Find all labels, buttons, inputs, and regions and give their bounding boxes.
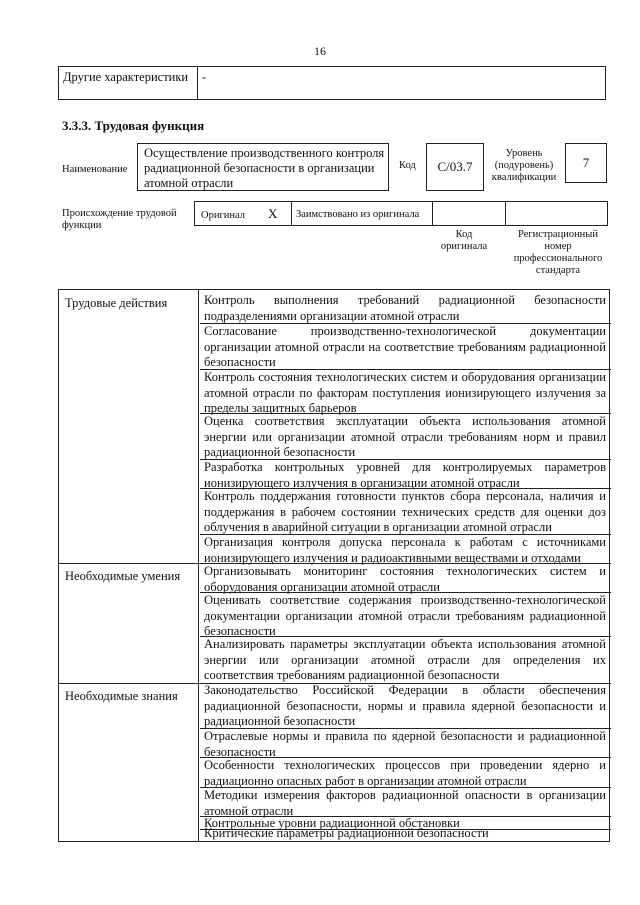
knowledge-item: Законодательство Российской Федерации в области обеспечения радиационной безопасности, нормы и правила ядерной безопасности и радиационной безопасности: [204, 683, 606, 728]
knowledge-item: Критические параметры радиационной безопасности: [204, 826, 489, 840]
page-number: 16: [314, 44, 326, 58]
section-title: 3.3.3. Трудовая функция: [62, 118, 205, 133]
qualification-level-label: Уровень (подуровень) квалификации: [491, 148, 557, 183]
labor-action-item: Контроль состояния технологических систем и оборудования организации атомной отрасли по факторам поступления ионизирующего излучения за пределы защитных барьеров: [204, 370, 606, 415]
other-characteristics-row: [58, 66, 606, 100]
skill-item: Организовывать мониторинг состояния технологических систем и оборудования организации атомной отрасли: [204, 564, 606, 594]
labor-action-item: Оценка соответствия эксплуатации объекта использования атомной энергии или организации атомной отрасли требованиям норм и правил радиационной безопасности: [204, 414, 606, 459]
knowledge-item: Методики измерения факторов радиационной опасности в организации атомной отрасли: [204, 788, 606, 818]
other-characteristics-value: -: [202, 70, 207, 84]
original-mark: X: [268, 206, 278, 221]
labor-action-item: Контроль поддержания готовности пунктов сбора персонала, наличия и поддержания в рабочем состоянии технических средств для оценки доз облучения в аварийной ситуации в организации атомной отрасли: [204, 489, 606, 534]
labor-function-table: [58, 289, 610, 842]
other-characteristics-label: Другие характеристики: [59, 67, 198, 99]
labor-action-item: Согласование производственно-технологической документации организации атомной отрасли на соответствие требованиям радиационной безопасности: [204, 324, 606, 369]
qualification-level-value: 7: [565, 143, 607, 183]
labor-action-item: Разработка контрольных уровней для контролируемых параметров ионизирующего излучения в организации атомной отрасли: [204, 460, 606, 490]
function-code: C/03.7: [426, 143, 484, 191]
labor-actions-title: Трудовые действия: [65, 296, 168, 310]
required-skills-title: Необходимые умения: [65, 569, 181, 583]
knowledge-item: Отраслевые нормы и правила по ядерной безопасности и радиационной безопасности: [204, 729, 606, 759]
skill-item: Оценивать соответствие содержания производственно-технологической документации организации атомной отрасли требованиям радиационной безопасности: [204, 593, 606, 638]
function-name: Осуществление производственного контроля радиационной безопасности в организации атомной отрасли: [137, 143, 389, 191]
code-original-caption: Код оригинала: [440, 229, 488, 252]
borrowed-label: Заимствовано из оригинала: [296, 209, 420, 220]
name-label: Наименование: [62, 164, 128, 175]
origin-row: [194, 201, 608, 226]
code-label: Код: [399, 160, 416, 171]
original-label: Оригинал: [201, 210, 245, 221]
skill-item: Анализировать параметры эксплуатации объекта использования атомной энергии или организации атомной отрасли для определения их соответствия требованиям радиационной безопасности: [204, 637, 606, 682]
reg-number-caption: Регистрационный номер профессионального стандарта: [513, 229, 603, 276]
labor-action-item: Контроль выполнения требований радиационной безопасности подразделениями организации атомной отрасли: [204, 293, 606, 323]
required-knowledge-title: Необходимые знания: [65, 689, 178, 703]
knowledge-item: Контрольные уровни радиационной обстановки: [204, 816, 460, 830]
labor-action-item: Организация контроля допуска персонала к работам с источниками ионизирующего излучения и радиоактивными веществами и отходами: [204, 535, 606, 565]
origin-label: Происхождение трудовой функции: [62, 208, 177, 231]
knowledge-item: Особенности технологических процессов при проведении ядерно и радиационно опасных работ в организации атомной отрасли: [204, 758, 606, 788]
